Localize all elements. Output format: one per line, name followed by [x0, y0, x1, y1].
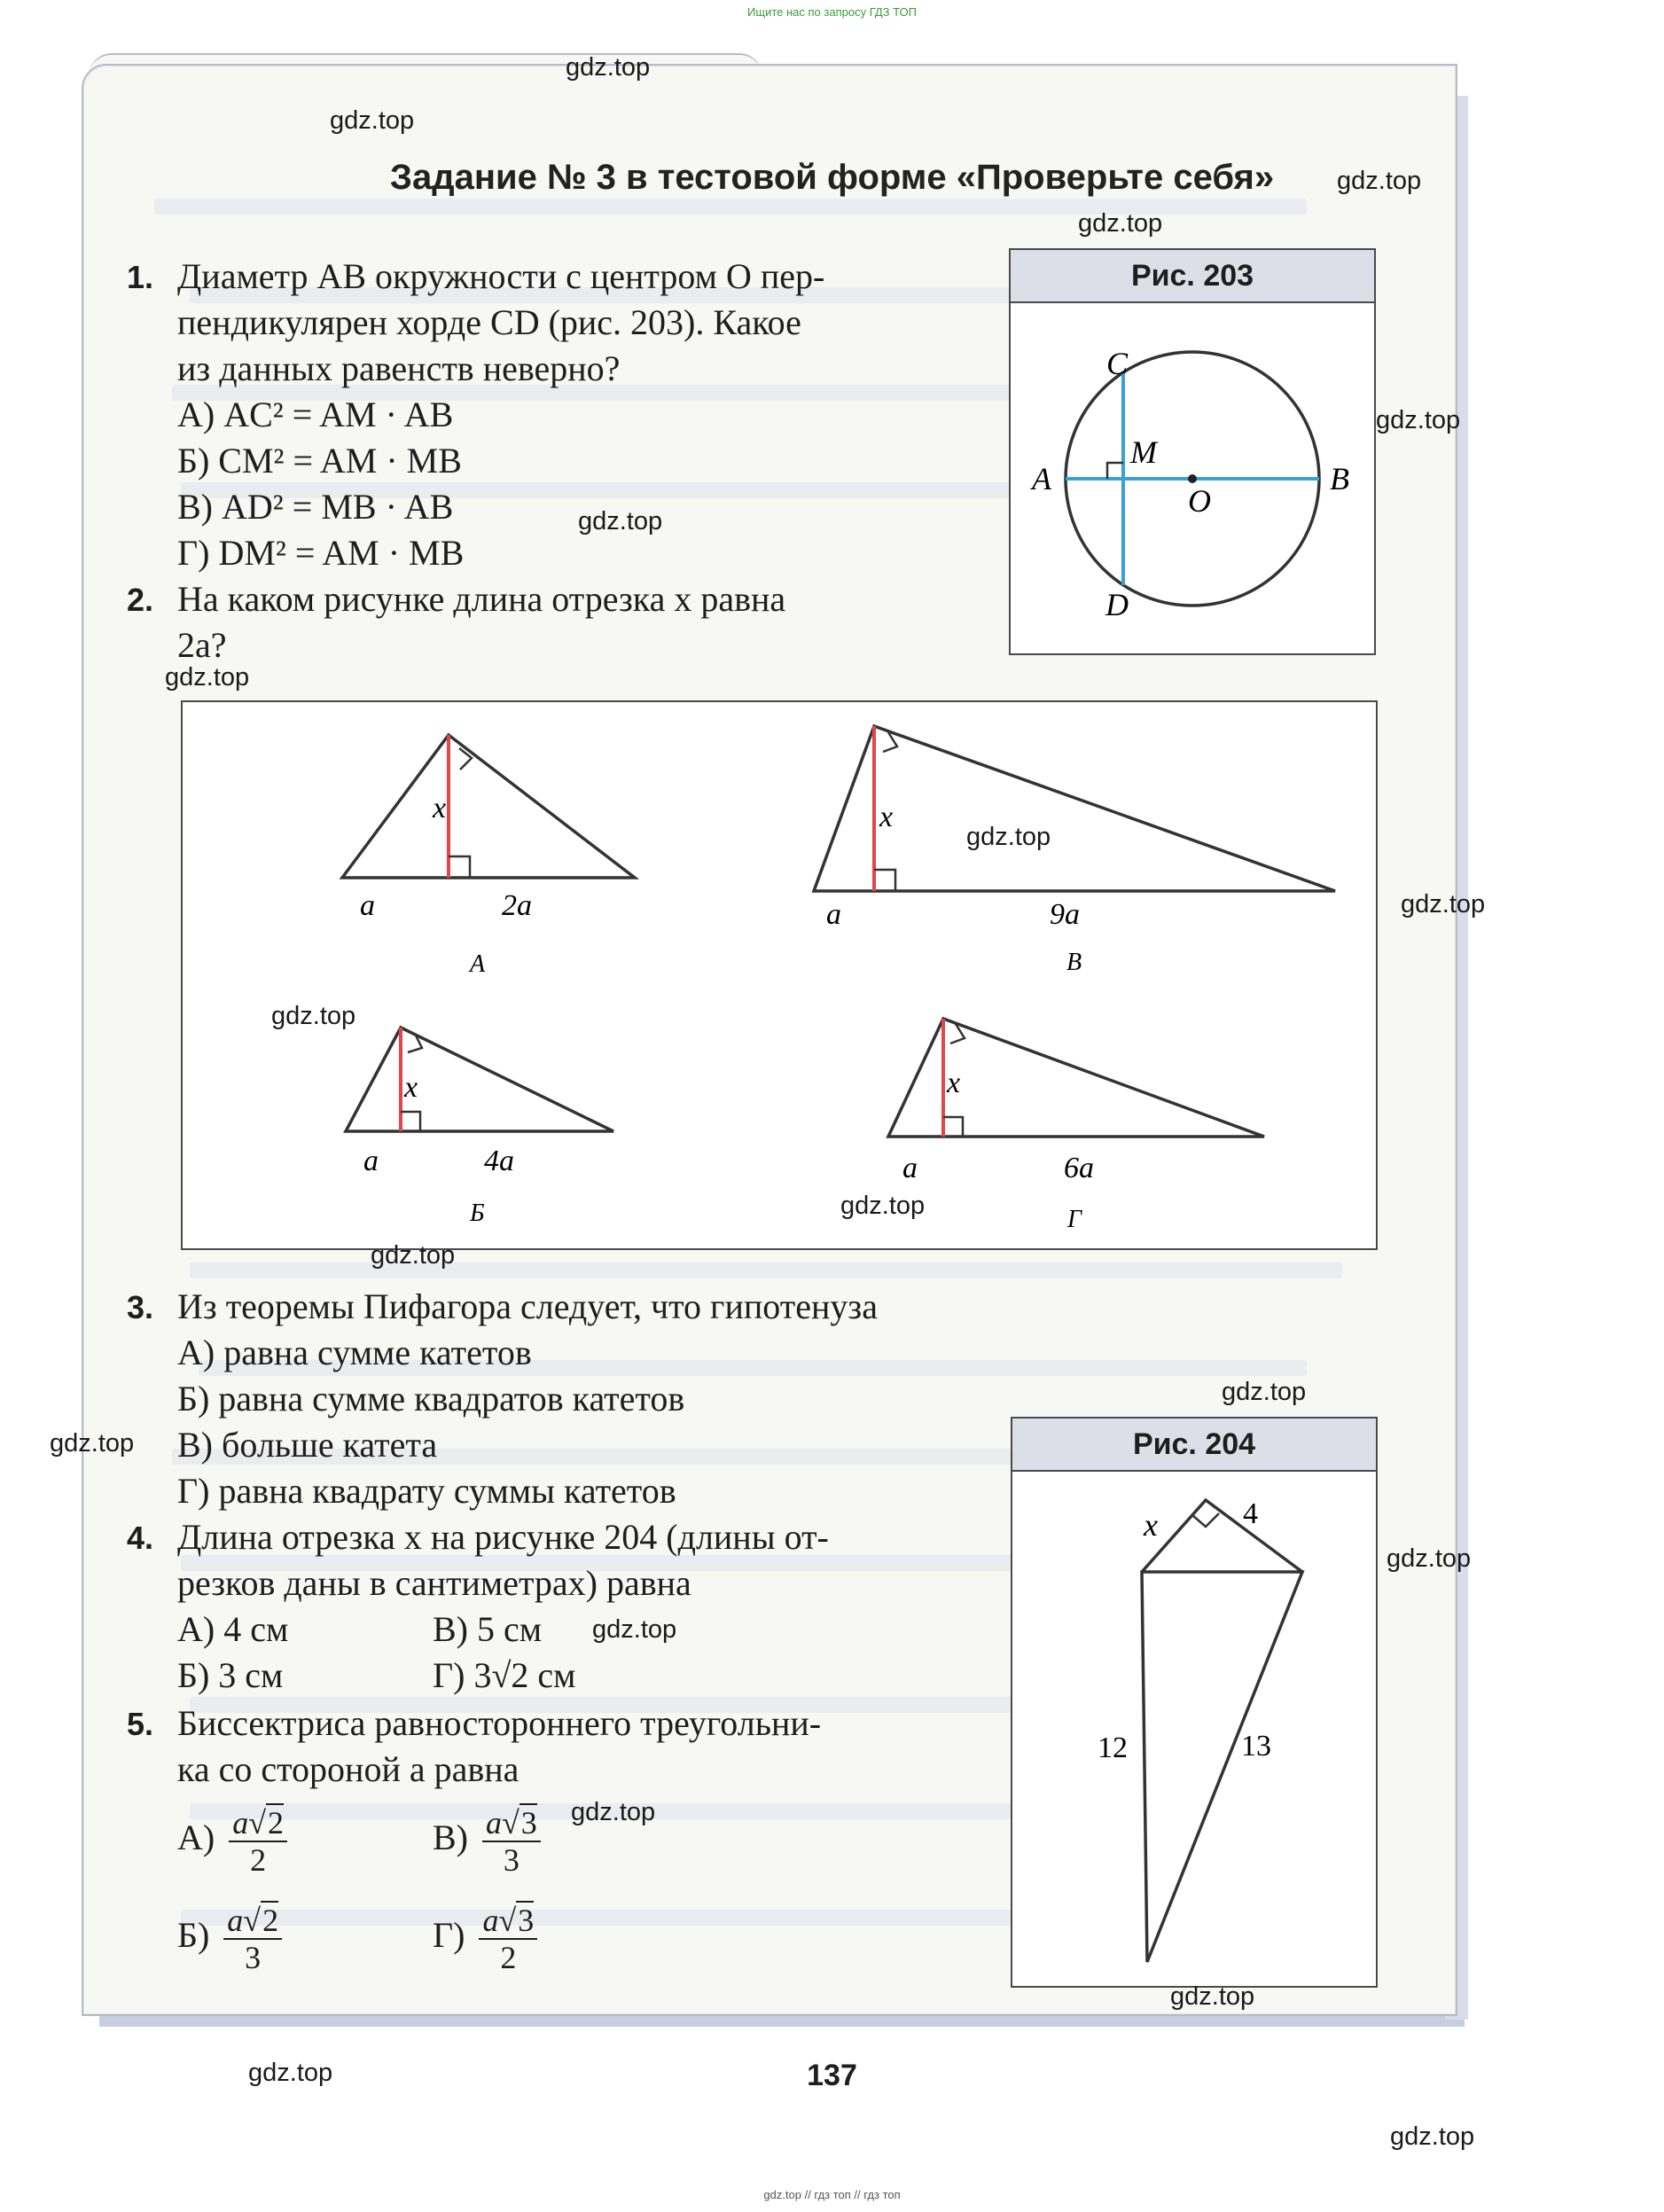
denominator: 3 — [503, 1842, 520, 1878]
watermark: gdz.top — [1337, 167, 1422, 195]
fraction: $\frac{a√3}{3}$ — [482, 1805, 541, 1878]
bleed-through-line — [190, 1262, 1342, 1278]
label-4: 4 — [1243, 1497, 1258, 1530]
figure-203 — [1009, 248, 1376, 655]
watermark: gdz.top — [571, 1798, 656, 1826]
question-1-line-3: из данных равенств неверно? — [177, 348, 621, 388]
question-2-line-2: 2a? — [177, 625, 227, 665]
watermark: gdz.top — [271, 1002, 356, 1030]
watermark: gdz.top — [50, 1429, 135, 1458]
question-1-option-v: В) AD² = MB · AB — [177, 487, 454, 527]
option-letter: Б) — [177, 1915, 210, 1956]
large-triangle — [1142, 1572, 1302, 1962]
triangle-g-right: 6a — [1064, 1152, 1094, 1184]
fraction: $\frac{a√2}{3}$ — [223, 1903, 282, 1975]
question-5-line-2: ка со стороной a равна — [177, 1749, 520, 1789]
question-1-option-a: А) AC² = AM · AB — [177, 395, 454, 434]
question-4-number: 4. — [127, 1520, 154, 1556]
figure-203-drawing — [1011, 250, 1374, 653]
triangle-v-left: a — [826, 898, 841, 931]
numerator-coefficient: a — [482, 1903, 499, 1938]
triangle-g-x: x — [947, 1067, 961, 1099]
triangle-b — [346, 1028, 613, 1131]
question-1-option-g: Г) DM² = AM · MB — [177, 533, 465, 573]
right-angle-mark — [1192, 1513, 1219, 1527]
watermark: gdz.top — [566, 53, 651, 82]
label-a: A — [1032, 461, 1051, 496]
question-3-option-g: Г) равна квадрату суммы катетов — [177, 1471, 676, 1511]
question-2-number: 2. — [127, 582, 154, 618]
question-5-number: 5. — [127, 1706, 154, 1742]
question-4-option-a: А) 4 см — [177, 1609, 289, 1649]
option-letter: Г) — [433, 1915, 465, 1956]
label-d: D — [1105, 587, 1129, 622]
radicand: 3 — [518, 1903, 535, 1938]
watermark: gdz.top — [966, 823, 1051, 851]
numerator-coefficient: a — [486, 1805, 502, 1841]
watermark: gdz.top — [1170, 1982, 1255, 2011]
triangle-a-left: a — [360, 889, 375, 922]
figure-203-caption: Рис. 203 — [1011, 250, 1374, 303]
label-b: B — [1330, 461, 1349, 496]
label-c: C — [1106, 346, 1129, 381]
triangle-v-right-angle — [874, 870, 895, 891]
triangle-v-x: x — [879, 801, 894, 833]
figure-204-drawing — [1012, 1419, 1376, 1986]
watermark: gdz.top — [840, 1192, 926, 1220]
label-x: x — [1144, 1507, 1158, 1543]
triangle-a-right-angle — [449, 856, 470, 878]
radicand: 2 — [262, 1903, 279, 1938]
triangle-b-right: 4a — [484, 1145, 514, 1177]
watermark: gdz.top — [1401, 890, 1486, 918]
radicand: 2 — [267, 1805, 284, 1841]
fraction: $\frac{a√3}{2}$ — [479, 1903, 537, 1975]
watermark: gdz.top — [165, 663, 250, 692]
question-4-line-1: Длина отрезка x на рисунке 204 (длины от- — [177, 1517, 829, 1557]
question-3-number: 3. — [127, 1289, 154, 1325]
figure-204-caption: Рис. 204 — [1012, 1419, 1376, 1472]
question-3-line-1: Из теоремы Пифагора следует, что гипотенуза — [177, 1286, 878, 1326]
watermark: gdz.top — [330, 106, 415, 135]
question-5-option-g — [433, 1903, 537, 1975]
center-point — [1188, 474, 1197, 483]
question-1-number: 1. — [127, 259, 154, 295]
triangles-drawing — [183, 702, 1376, 1248]
site-note-bottom: gdz.top // гдз топ // гдз топ — [763, 2188, 901, 2201]
triangle-a-right: 2a — [502, 889, 532, 922]
watermark: gdz.top — [578, 507, 663, 535]
question-3-option-v: В) больше катета — [177, 1425, 438, 1465]
right-angle-mark — [1107, 463, 1123, 479]
triangle-a-x: x — [433, 792, 447, 825]
question-3-option-b: Б) равна сумме квадратов катетов — [177, 1379, 685, 1419]
label-12: 12 — [1098, 1731, 1128, 1764]
denominator: 2 — [500, 1940, 517, 1975]
figure-204 — [1011, 1417, 1378, 1988]
numerator-coefficient: a — [227, 1903, 244, 1938]
label-o: O — [1188, 483, 1211, 519]
question-4-option-g: Г) 3√2 см — [433, 1655, 576, 1695]
triangle-g-left: a — [902, 1152, 918, 1184]
question-2-figures — [181, 700, 1378, 1250]
watermark: gdz.top — [1387, 1544, 1472, 1573]
question-5-option-b — [177, 1903, 282, 1975]
triangle-g-right-angle — [943, 1117, 963, 1137]
question-4-line-2: резков даны в сантиметрах) равна — [177, 1563, 691, 1603]
question-5-option-a — [177, 1805, 287, 1878]
label-13: 13 — [1241, 1730, 1271, 1763]
watermark: gdz.top — [371, 1241, 456, 1270]
triangle-g-letter: Г — [1067, 1206, 1082, 1233]
watermark: gdz.top — [592, 1615, 677, 1644]
denominator: 2 — [250, 1842, 267, 1878]
question-1-option-b: Б) CM² = AM · MB — [177, 441, 462, 481]
option-letter: В) — [433, 1817, 468, 1858]
label-m: M — [1130, 434, 1157, 470]
watermark: gdz.top — [1376, 406, 1461, 434]
watermark: gdz.top — [1222, 1378, 1307, 1406]
question-4-option-b: Б) 3 см — [177, 1655, 284, 1695]
watermark: gdz.top — [1078, 209, 1163, 238]
small-triangle — [1142, 1500, 1302, 1572]
site-note-top: Ищите нас по запросу ГДЗ ТОП — [747, 5, 917, 19]
question-3-option-a: А) равна сумме катетов — [177, 1333, 532, 1372]
triangle-b-left: a — [363, 1145, 379, 1177]
numerator-coefficient: a — [232, 1805, 249, 1841]
question-1-line-1: Диаметр AB окружности с центром O пер- — [177, 256, 825, 296]
question-5-line-1: Биссектриса равностороннего треугольни- — [177, 1703, 822, 1743]
watermark: gdz.top — [1390, 2122, 1475, 2151]
triangle-v-right: 9a — [1050, 898, 1080, 931]
fraction: $\frac{a√2}{2}$ — [229, 1805, 287, 1878]
question-1-line-2: пендикулярен хорде CD (рис. 203). Какое — [177, 302, 801, 342]
triangle-b-right-angle — [401, 1112, 420, 1131]
triangle-a — [342, 735, 635, 878]
triangle-b-letter: Б — [470, 1200, 485, 1227]
triangle-a-letter: А — [470, 950, 486, 978]
page-title: Задание № 3 в тестовой форме «Проверьте себя» — [389, 158, 1275, 197]
page-number: 137 — [807, 2059, 857, 2092]
radicand: 3 — [520, 1805, 537, 1841]
option-letter: А) — [177, 1817, 215, 1858]
denominator: 3 — [245, 1940, 262, 1975]
question-2-line-1: На каком рисунке длина отрезка x равна — [177, 579, 786, 619]
triangle-v-letter: В — [1066, 949, 1082, 976]
triangle-b-x: x — [404, 1071, 418, 1104]
question-5-option-v — [433, 1805, 541, 1878]
question-4-option-v: В) 5 см — [433, 1609, 543, 1649]
watermark: gdz.top — [248, 2059, 333, 2087]
